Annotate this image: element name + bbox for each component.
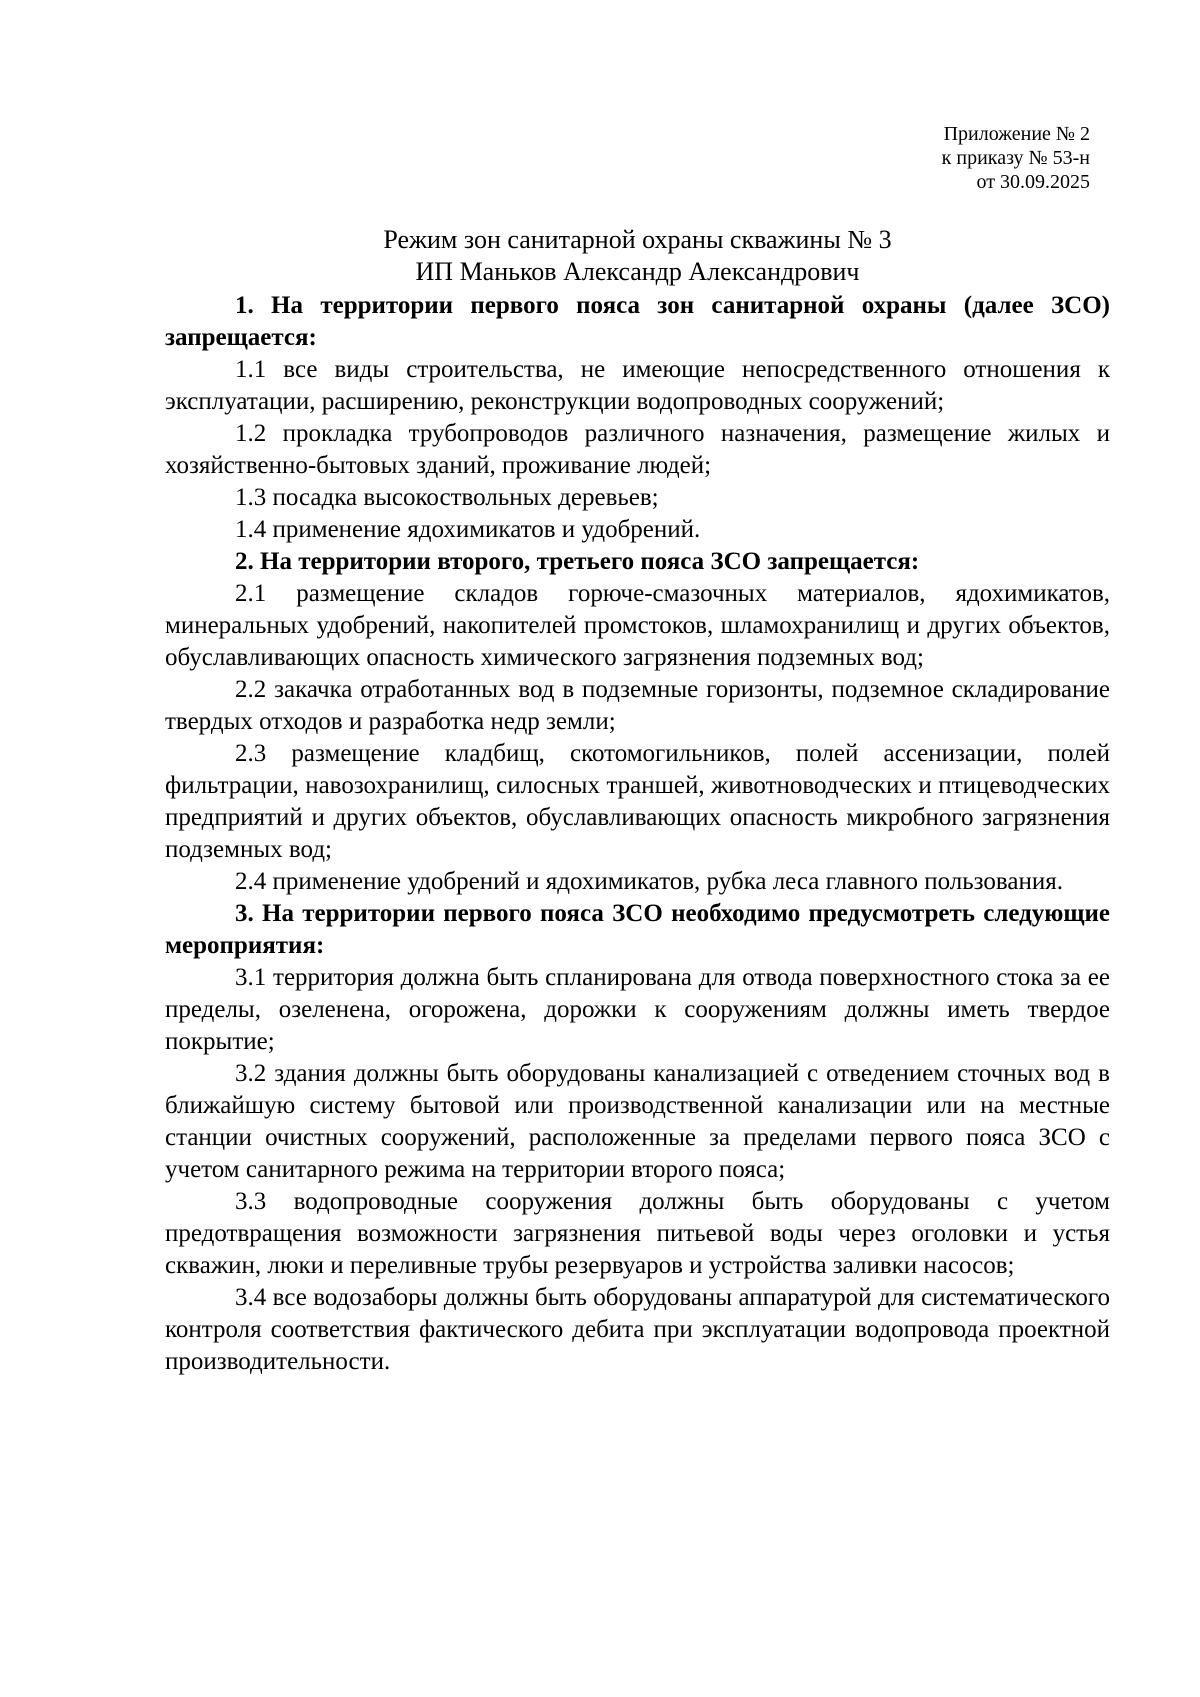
section-1-item: 1.1 все виды строительства, не имеющие непосредственного отношения к эксплуатации, расширению, реконструкции водопроводных сооружений; (165, 356, 1110, 415)
section-3-item: 3.1 территория должна быть спланирована для отвода поверхностного стока за ее пределы, озеленена, огорожена, дорожки к сооружениям должны иметь твердое покрытие; (165, 964, 1110, 1055)
section-2-item: 2.1 размещение складов горюче-смазочных материалов, ядохимикатов, минеральных удобрений, накопителей промстоков, шламохранилищ и других объектов, обуславливающих опасность химического загрязнения подземных вод; (165, 580, 1110, 671)
annex-order-ref: к приказу № 53-н (941, 147, 1090, 169)
section-1-heading: 1. На территории первого пояса зон санитарной охраны (далее ЗСО) запрещается: (165, 292, 1110, 351)
section-1-item: 1.4 применение ядохимикатов и удобрений. (235, 516, 701, 543)
section-3-item: 3.4 все водозаборы должны быть оборудованы аппаратурой для систематического контроля соответствия фактического дебита при эксплуатации водопровода проектной производительности. (165, 1284, 1110, 1375)
annex-number: Приложение № 2 (943, 123, 1090, 145)
section-1-item: 1.2 прокладка трубопроводов различного назначения, размещение жилых и хозяйственно-бытовых зданий, проживание людей; (165, 420, 1110, 479)
section-3-item: 3.3 водопроводные сооружения должны быть оборудованы с учетом предотвращения возможности загрязнения питьевой воды через оголовки и устья скважин, люки и переливные трубы резервуаров и устройства заливки насосов; (165, 1188, 1110, 1279)
section-1-item: 1.3 посадка высокоствольных деревьев; (235, 484, 659, 511)
section-2-item: 2.4 применение удобрений и ядохимикатов, рубка леса главного пользования. (235, 868, 1063, 895)
annex-date: от 30.09.2025 (976, 171, 1090, 193)
section-3-item: 3.2 здания должны быть оборудованы канализацией с отведением сточных вод в ближайшую систему бытовой или производственной канализации или на местные станции очистных сооружений, расположенные за пределами первого пояса ЗСО с учетом санитарного режима на территории второго пояса; (165, 1060, 1110, 1183)
section-3-heading: 3. На территории первого пояса ЗСО необходимо предусмотреть следующие мероприятия: (165, 900, 1110, 959)
section-2-heading: 2. На территории второго, третьего пояса ЗСО запрещается: (235, 548, 920, 575)
document-title (165, 224, 1110, 288)
section-2-item: 2.2 закачка отработанных вод в подземные горизонты, подземное складирование твердых отходов и разработка недр земли; (165, 676, 1110, 735)
title-line-1: Режим зон санитарной охраны скважины № 3 (383, 225, 892, 254)
annex-block (942, 122, 1090, 194)
section-2-item: 2.3 размещение кладбищ, скотомогильников, полей ассенизации, полей фильтрации, навозохранилищ, силосных траншей, животноводческих и птицеводческих предприятий и других объектов, обуславливающих опасность микробного загрязнения подземных вод; (165, 740, 1110, 863)
document-body (165, 290, 1110, 1378)
title-line-2: ИП Маньков Александр Александрович (415, 257, 860, 286)
